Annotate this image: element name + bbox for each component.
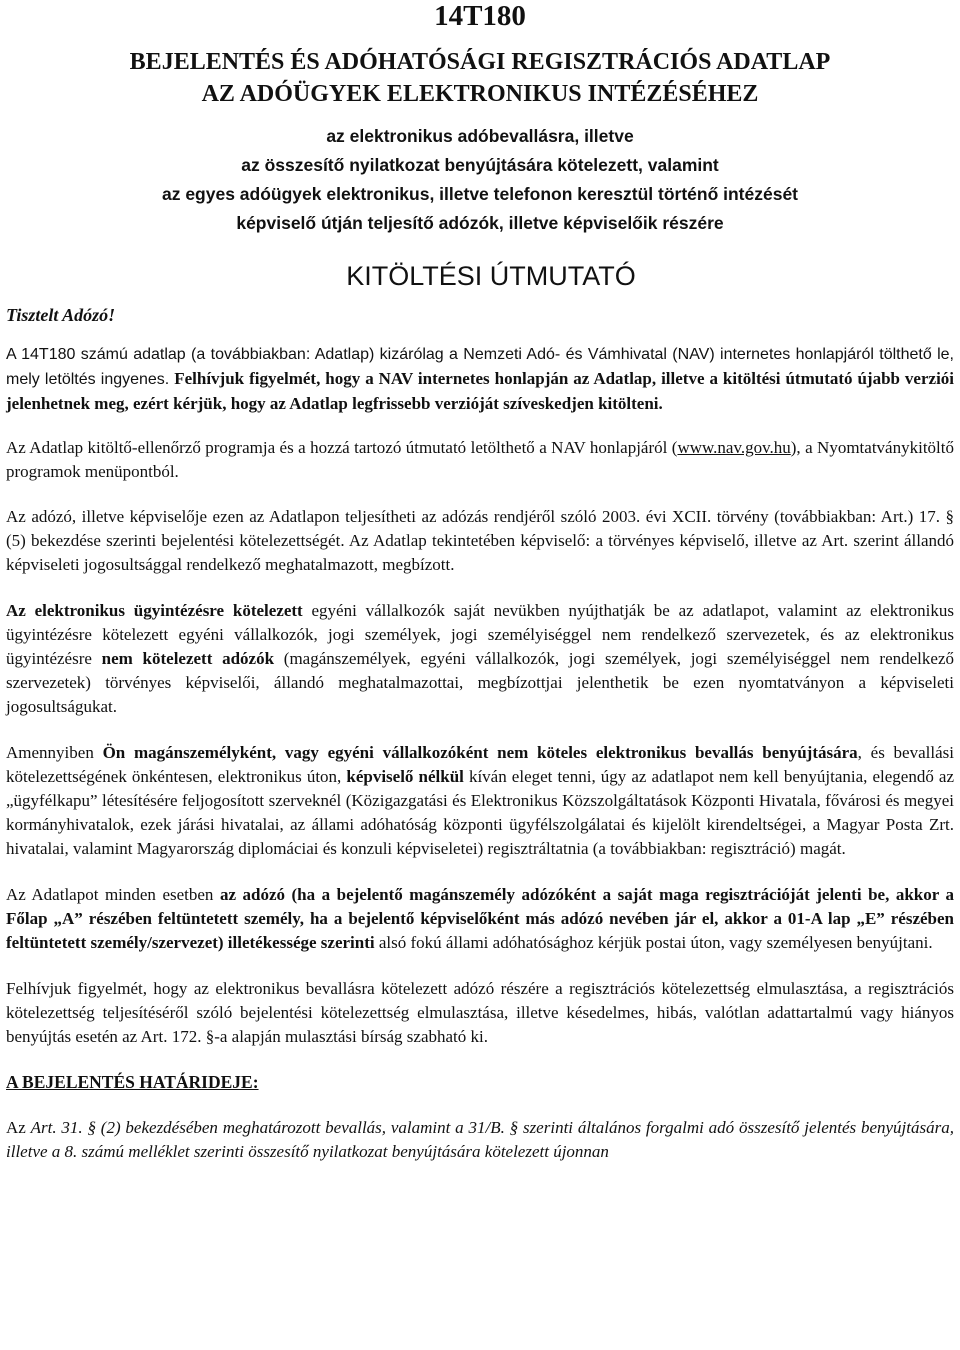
paragraph-penalty: Felhívjuk figyelmét, hogy az elektronikus bevallásra kötelezett adózó részére a regisztrációs kötelezettség elmulasztása, a regisztrációs kötelezettség teljesítéséről szóló bejelentési kötelezettség elmulasztása, illetve késedelmes, hibás, valótlan adattartalmú vagy hiányos benyújtás esetén az Art. 172. §-a alapján mulasztási bírság szabható ki. bbox=[6, 979, 954, 1046]
p5-text-a: Amennyiben bbox=[6, 743, 103, 762]
p5-bold-d: képviselő nélkül bbox=[346, 767, 464, 786]
title-line-1: BEJELENTÉS ÉS ADÓHATÓSÁGI REGISZTRÁCIÓS ADATLAP bbox=[129, 49, 831, 75]
subtitle-line-3: az egyes adóügyek elektronikus, illetve telefonon keresztül történő intézését bbox=[161, 184, 799, 204]
p5-bold-b: Ön magánszemélyként, vagy egyéni vállalkozóként nem köteles elektronikus bevallás benyújtására bbox=[102, 743, 858, 762]
form-id: 14T180 bbox=[434, 0, 526, 32]
paragraph-download-info bbox=[6, 342, 954, 416]
p6-bold-b: az adózó (ha a bejelentő magánszemély adózóként a saját maga regisztrációját jelenti be, akkor a Főlap „A” részében feltüntetett személy, ha a bejelentő képviselőként más adózó nevében jár el, akkor a 01-A lap „E” részében feltüntetett személy/szervezet) illetékessége szerinti bbox=[6, 885, 954, 952]
p5-text-c: , és bevallási kötelezettségének önkéntesen, elektronikus úton, bbox=[6, 743, 954, 786]
paragraph-representative-info: Az adózó, illetve képviselője ezen az Adatlapon teljesítheti az adózás rendjéről szóló 2003. évi XCII. törvény (továbbiakban: Art.) 17. § (5) bekezdése szerinti bejelentési kötelezettségét. Az Adatlap tekintetében képviselő: a törvényes képviselő, illetve az Art. szerint állandó képviseleti jogosultsággal rendelkező meghatalmazott, megbízott. bbox=[6, 507, 954, 574]
document-title bbox=[6, 46, 954, 110]
p8-text-a: Az bbox=[6, 1118, 31, 1137]
paragraph-submission bbox=[6, 883, 954, 955]
p4-text-d: (magánszemélyek, egyéni vállalkozók, jogi személyek, jogi személyiséggel nem rendelkező szervezetek) törvényes képviselői, állandó meghatalmazottai, megbízottjai jelenthetik be ezen nyomtatványon a képviseleti jogosultságukat. bbox=[6, 649, 954, 716]
paragraph-program-info bbox=[6, 436, 954, 484]
paragraph-deadline bbox=[6, 1116, 954, 1164]
paragraph-electronic-obligation bbox=[6, 599, 954, 719]
p4-bold-a: Az elektronikus ügyintézésre kötelezett bbox=[6, 601, 303, 620]
p2-text-a: Az Adatlap kitöltő-ellenőrző programja és a hozzá tartozó útmutató letölthető a NAV honlapjáról ( bbox=[6, 438, 678, 457]
subtitle-line-4: képviselő útján teljesítő adózók, illetve képviselőik részére bbox=[236, 213, 724, 233]
deadline-heading: A BEJELENTÉS HATÁRIDEJE: bbox=[6, 1072, 259, 1092]
p1-text: A 14T180 számú adatlap (a továbbiakban: Adatlap) kizárólag a Nemzeti Adó- és Vámhivatal (NAV) internetes honlapjáról tölthető le, mely letöltés ingyenes. bbox=[6, 346, 954, 388]
p6-text-a: Az Adatlapot minden esetben bbox=[6, 885, 220, 904]
subtitle-line-1: az elektronikus adóbevallásra, illetve bbox=[326, 126, 634, 146]
guide-heading: KITÖLTÉSI ÚTMUTATÓ bbox=[346, 261, 636, 291]
nav-website-link[interactable]: www.nav.gov.hu bbox=[677, 438, 791, 457]
title-line-2: AZ ADÓÜGYEK ELEKTRONIKUS INTÉZÉSÉHEZ bbox=[201, 81, 759, 107]
document-subtitle bbox=[6, 122, 954, 238]
greeting: Tisztelt Adózó! bbox=[6, 305, 116, 325]
p6-text-c: alsó fokú állami adóhatósághoz kérjük postai úton, vagy személyesen benyújtani. bbox=[374, 933, 933, 952]
p4-bold-c: nem kötelezett adózók bbox=[101, 649, 275, 668]
p8-italic-b: Art. 31. § (2) bekezdésében meghatározott bevallás, valamint a 31/B. § szerinti általános forgalmi adó összesítő jelentés benyújtására, illetve a 8. számú melléklet szerinti összesítő nyilatkozat benyújtására kötelezett újonnan bbox=[6, 1118, 954, 1161]
p2-text-b: ), a Nyomtatványkitöltő programok menüpontból. bbox=[6, 438, 954, 481]
document-page bbox=[6, 0, 954, 1164]
p5-text-e: kíván eleget tenni, úgy az adatlapot nem kell benyújtania, elegendő az „ügyfélkapu” létesítésére feljogosított szerveknél (Közigazgatási és Elektronikus Közszolgáltatások Központi Hivatala, fővárosi és megyei kormányhivatalok, ezek járási hivatalai, az állami adóhatóság központi ügyfélszolgálatai és kijelölt kirendeltségei, a Magyar Posta Zrt. hivatalai, valamint Magyarország diplomáciai és konzuli képviseletei) regisztráltatnia (a továbbiakban: regisztráció) magát. bbox=[6, 767, 954, 858]
p4-text-b: egyéni vállalkozók saját nevükben nyújthatják be az adatlapot, valamint az elektronikus ügyintézésre kötelezett egyéni vállalkozók, jogi személyek, jogi személyiséggel nem rendelkező szervezetek, és az elektronikus ügyintézésre bbox=[6, 601, 954, 668]
p1-bold-text: Felhívjuk figyelmét, hogy a NAV internetes honlapján az Adatlap, illetve a kitöltési útmutató újabb verziói jelenhetnek meg, ezért kérjük, hogy az Adatlap legfrissebb verzióját szíveskedjen kitölteni. bbox=[6, 369, 955, 413]
subtitle-line-2: az összesítő nyilatkozat benyújtására kötelezett, valamint bbox=[241, 155, 719, 175]
paragraph-private-person bbox=[6, 741, 954, 861]
